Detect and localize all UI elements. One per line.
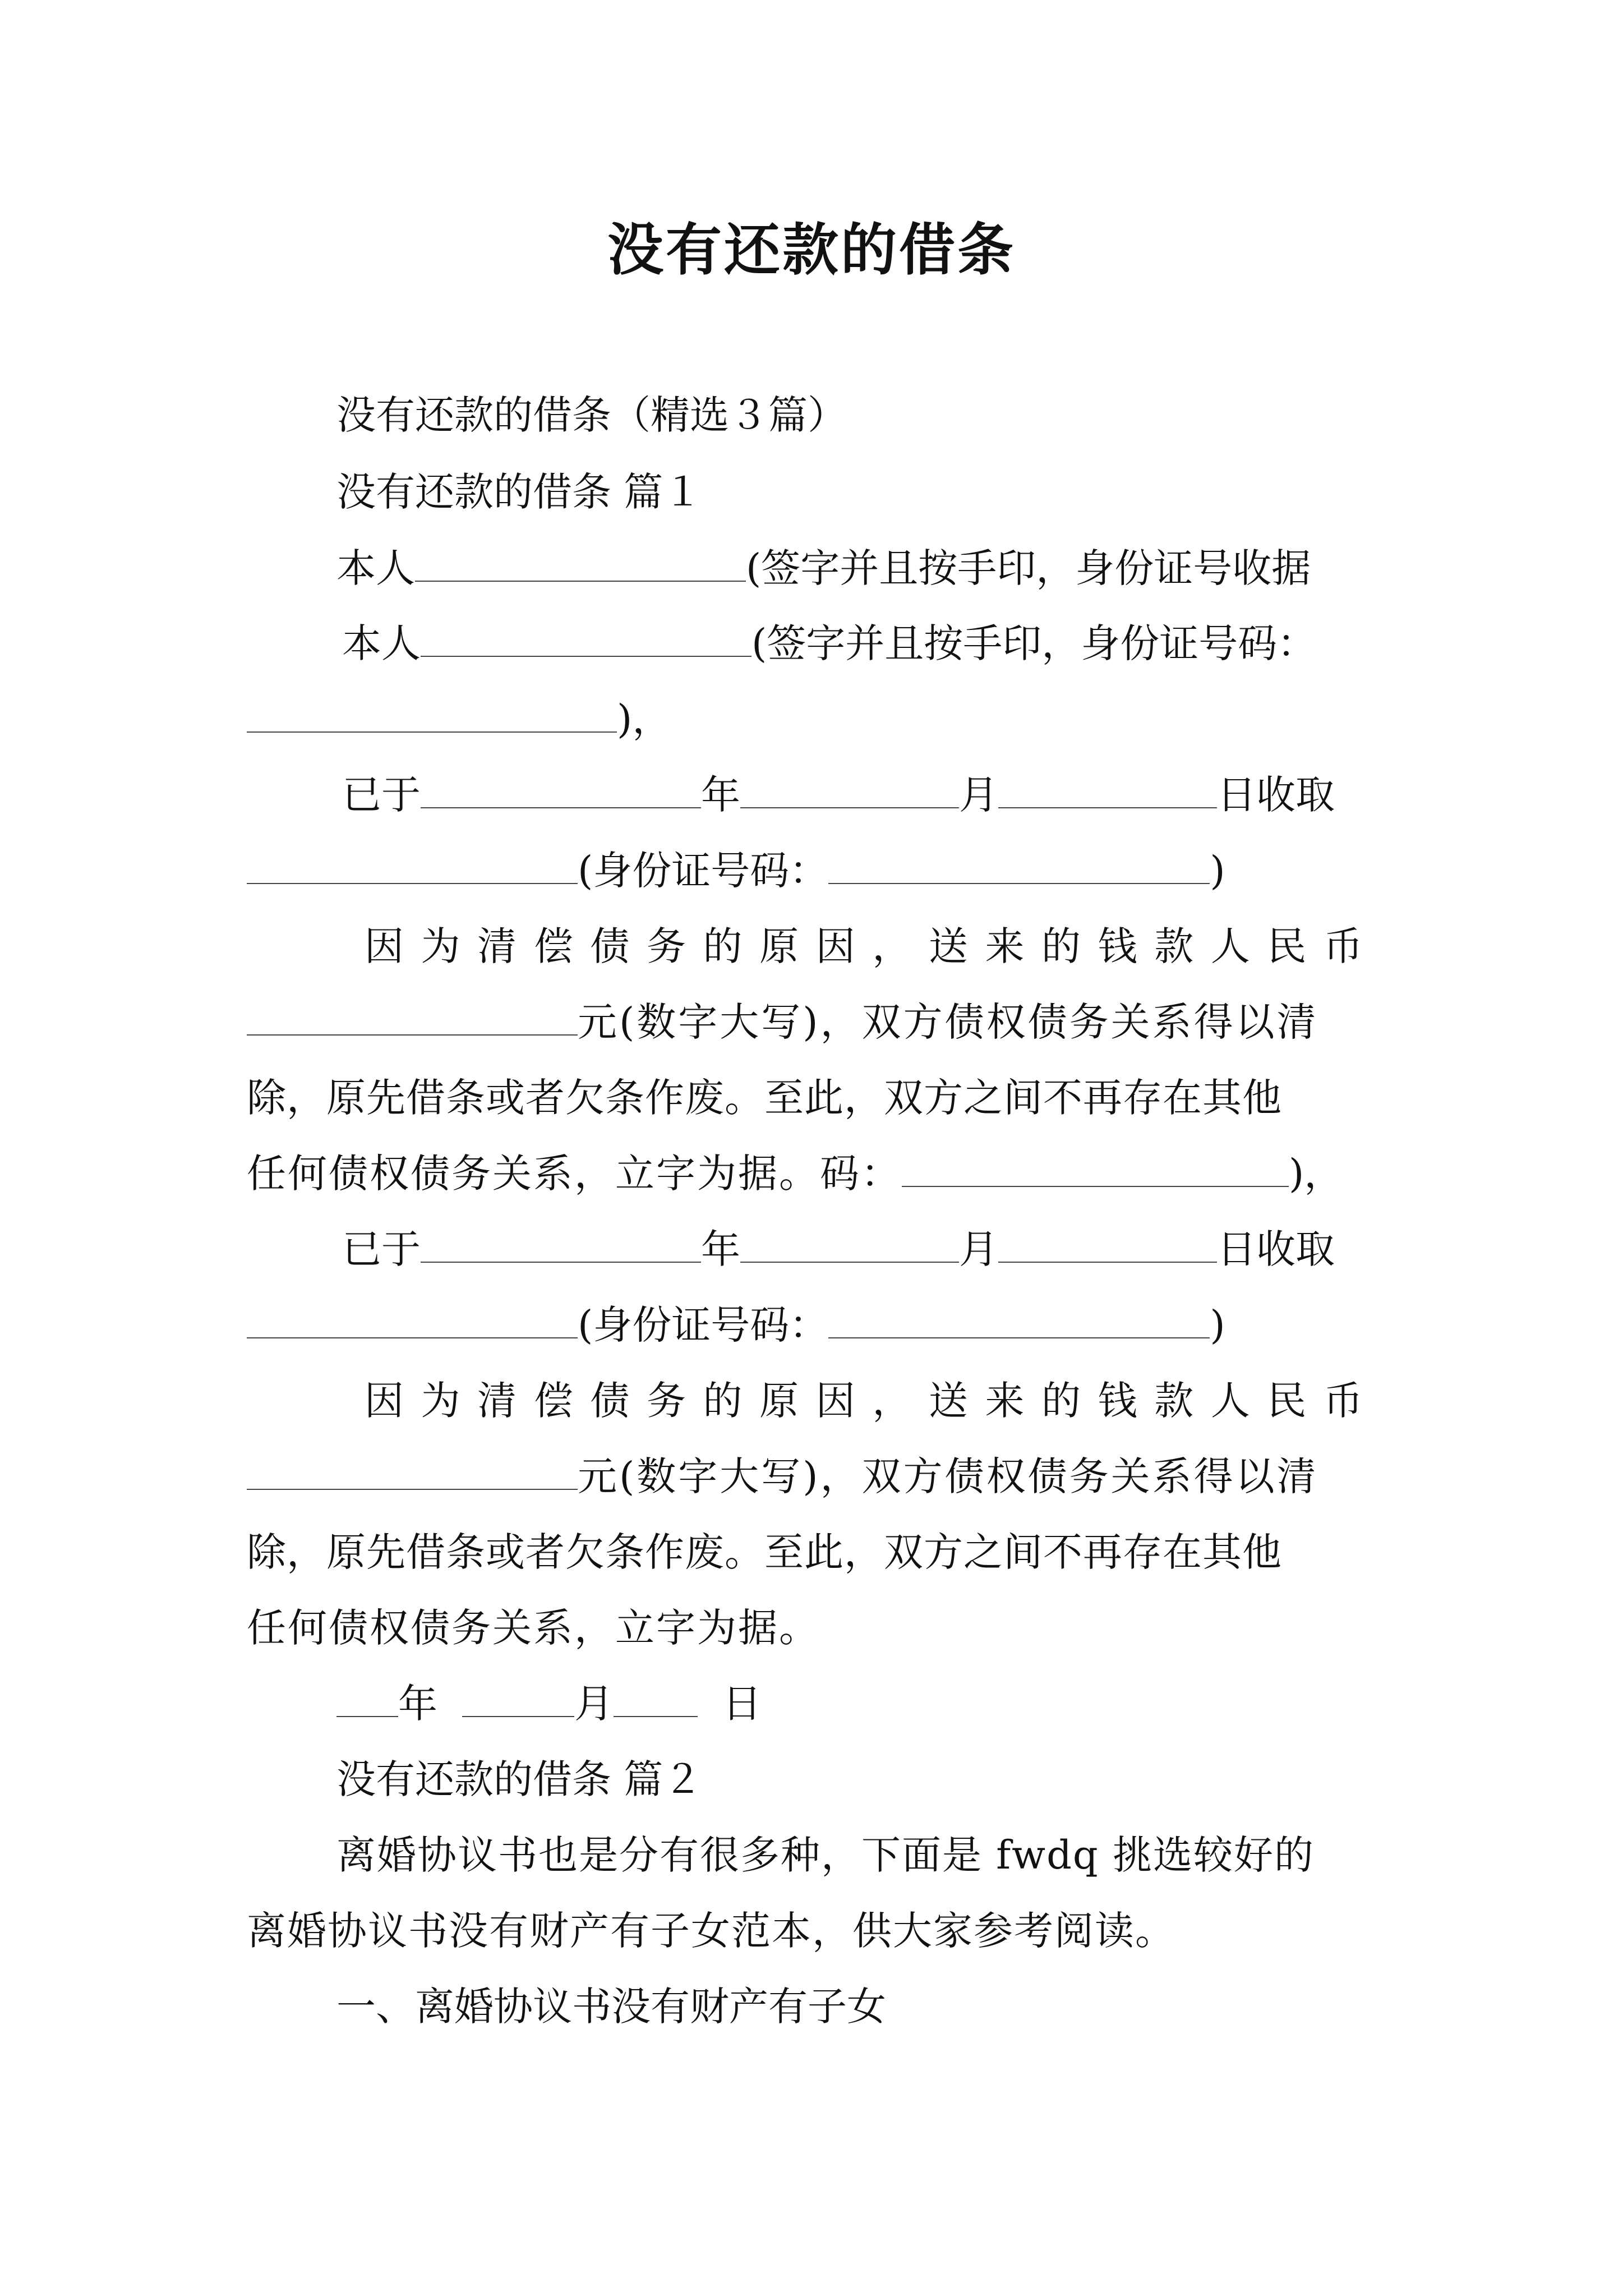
paragraph-line — [365, 918, 1380, 974]
fill-in-blank[interactable] — [740, 1227, 959, 1263]
fill-in-blank[interactable] — [336, 1681, 398, 1717]
fill-in-blank[interactable] — [614, 1681, 698, 1717]
paragraph-line — [247, 1448, 1318, 1504]
text-run: )， — [617, 696, 672, 742]
text-run: 日收取 — [1217, 1226, 1335, 1272]
text-run: 月 — [959, 772, 998, 818]
text-run: 一、离婚协议书没有财产有子女 — [336, 1984, 886, 2030]
text-run: 任何债权债务关系，立字为据。 — [247, 1605, 820, 1651]
text-run: (身份证号码： — [578, 1302, 829, 1348]
text-run: 离婚协议书没有财产有子女范本，供大家参考阅读。 — [247, 1908, 1175, 1954]
fill-in-blank[interactable] — [828, 848, 1210, 884]
fill-in-blank[interactable] — [828, 1303, 1210, 1338]
paragraph-line — [247, 843, 1225, 899]
section-heading — [336, 1751, 702, 1807]
text-run: 日 — [722, 1681, 762, 1727]
text-run: 年 — [701, 1226, 740, 1272]
fill-in-blank[interactable] — [247, 1303, 578, 1338]
paragraph-line — [342, 767, 1335, 823]
text-run: 没有还款的借条（精选３篇） — [336, 392, 847, 438]
paragraph-line — [247, 1524, 1282, 1580]
text-run: 本人 — [342, 620, 421, 666]
fill-in-blank[interactable] — [247, 1000, 578, 1036]
text-run: 因为清偿债务的原因，送来的钱款人民币 — [365, 1378, 1380, 1424]
fill-in-blank[interactable] — [247, 848, 578, 884]
paragraph-line — [247, 1145, 1343, 1202]
paragraph-line — [342, 1221, 1335, 1277]
text-run: 已于 — [342, 772, 421, 818]
text-run: ) — [1210, 1302, 1225, 1348]
text-run: (身份证号码： — [578, 848, 829, 894]
paragraph-line — [247, 1600, 820, 1656]
fill-in-blank[interactable] — [998, 772, 1217, 808]
text-run: ) — [1210, 848, 1225, 894]
paragraph-line — [336, 540, 1311, 596]
text-run: (签字并且按手印，身份证号收据 — [746, 545, 1311, 591]
fill-in-blank[interactable] — [421, 1227, 701, 1263]
fill-in-blank[interactable] — [247, 1454, 578, 1490]
paragraph-line — [247, 994, 1318, 1050]
text-run: 没有还款的借条 篇１ — [336, 469, 703, 515]
section-heading — [336, 464, 702, 520]
fill-in-blank[interactable] — [415, 546, 746, 582]
text-run: 月 — [574, 1681, 614, 1727]
paragraph-line — [247, 1070, 1282, 1126]
text-run: (签字并且按手印，身份证号码： — [751, 620, 1317, 666]
text-run: 月 — [959, 1226, 998, 1272]
text-run: 除，原先借条或者欠条作废。至此，双方之间不再存在其他 — [247, 1529, 1282, 1575]
text-run: 年 — [398, 1681, 437, 1727]
document-title: 没有还款的借条 — [607, 217, 1016, 283]
paragraph-line — [247, 1903, 1175, 1959]
text-run: 年 — [701, 772, 740, 818]
text-run: )， — [1289, 1151, 1344, 1197]
paragraph-line — [342, 615, 1316, 671]
text-run: 任何债权债务关系，立字为据。码： — [247, 1151, 902, 1197]
text-run: 没有还款的借条 篇２ — [336, 1756, 703, 1802]
paragraph-line — [365, 1373, 1380, 1429]
text-run: 离婚协议书也是分有很多种，下面是 fwdq 挑选较好的 — [336, 1832, 1315, 1878]
fill-in-blank[interactable] — [740, 772, 959, 808]
paragraph-line — [336, 1827, 1315, 1883]
paragraph-line — [247, 1297, 1225, 1353]
fill-in-blank[interactable] — [462, 1681, 574, 1717]
fill-in-blank[interactable] — [421, 621, 751, 657]
paragraph-line — [247, 691, 671, 747]
text-run: 日收取 — [1217, 772, 1335, 818]
text-run: 本人 — [336, 545, 415, 591]
fill-in-blank[interactable] — [902, 1151, 1289, 1187]
fill-in-blank[interactable] — [998, 1227, 1217, 1263]
text-run: 元(数字大写)，双方债权债务关系得以清 — [578, 999, 1318, 1045]
text-run: 因为清偿债务的原因，送来的钱款人民币 — [365, 923, 1380, 969]
text-run: 已于 — [342, 1226, 421, 1272]
date-line — [336, 1676, 762, 1732]
fill-in-blank[interactable] — [421, 772, 701, 808]
fill-in-blank[interactable] — [247, 697, 617, 733]
text-run: 元(数字大写)，双方债权债务关系得以清 — [578, 1453, 1318, 1499]
text-run: 除，原先借条或者欠条作废。至此，双方之间不再存在其他 — [247, 1075, 1282, 1121]
paragraph-line — [336, 387, 847, 443]
subheading — [336, 1978, 886, 2035]
